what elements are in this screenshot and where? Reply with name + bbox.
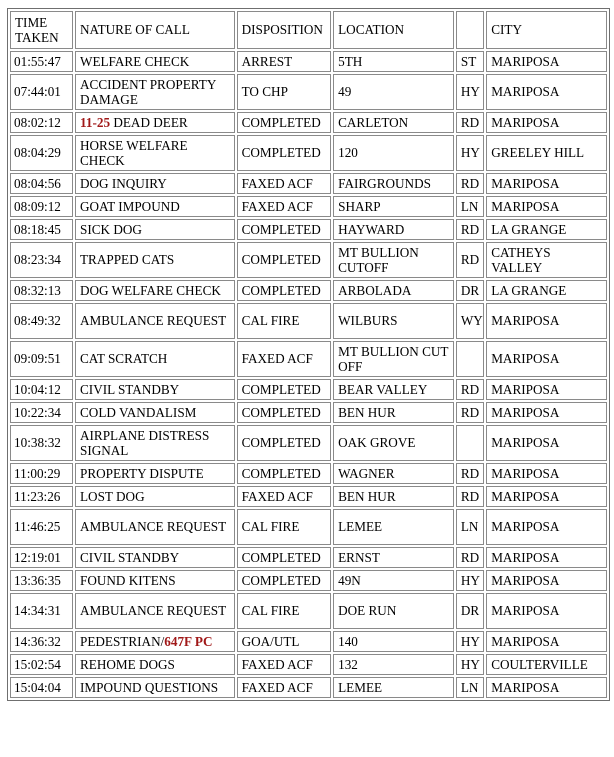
disposition-cell: COMPLETED bbox=[237, 242, 332, 278]
nature-text: HORSE WELFARE CHECK bbox=[80, 137, 191, 168]
time-cell: 08:04:56 bbox=[10, 173, 73, 194]
nature-text: IMPOUND QUESTIONS bbox=[80, 679, 219, 695]
city-cell: MARIPOSA bbox=[486, 112, 607, 133]
city-cell: MARIPOSA bbox=[486, 196, 607, 217]
table-row bbox=[10, 425, 607, 461]
city-cell: GREELEY HILL bbox=[486, 135, 607, 171]
table-row bbox=[10, 196, 607, 217]
disposition-cell: COMPLETED bbox=[237, 280, 332, 301]
location-cell: FAIRGROUNDS bbox=[333, 173, 454, 194]
street-suffix-cell: LN bbox=[456, 677, 484, 698]
location-cell: LEMEE bbox=[333, 509, 454, 545]
nature-cell bbox=[75, 654, 235, 675]
street-suffix-cell: RD bbox=[456, 173, 484, 194]
header-row bbox=[10, 11, 607, 49]
time-cell: 14:34:31 bbox=[10, 593, 73, 629]
time-cell: 08:23:34 bbox=[10, 242, 73, 278]
nature-cell bbox=[75, 51, 235, 72]
table-row bbox=[10, 570, 607, 591]
nature-cell bbox=[75, 402, 235, 423]
disposition-cell: COMPLETED bbox=[237, 135, 332, 171]
location-cell: MT BULLION CUTOFF bbox=[333, 242, 454, 278]
street-suffix-cell: LN bbox=[456, 196, 484, 217]
location-cell: 49 bbox=[333, 74, 454, 110]
street-suffix-cell: RD bbox=[456, 486, 484, 507]
location-cell: HAYWARD bbox=[333, 219, 454, 240]
disposition-cell: COMPLETED bbox=[237, 379, 332, 400]
header-suffix bbox=[456, 11, 484, 49]
location-cell: 140 bbox=[333, 631, 454, 652]
city-cell: MARIPOSA bbox=[486, 425, 607, 461]
street-suffix-cell: HY bbox=[456, 654, 484, 675]
nature-text: DOG WELFARE CHECK bbox=[80, 282, 221, 298]
nature-cell bbox=[75, 486, 235, 507]
street-suffix-cell: RD bbox=[456, 547, 484, 568]
street-suffix-cell: DR bbox=[456, 593, 484, 629]
nature-text: AIRPLANE DISTRESS SIGNAL bbox=[80, 427, 213, 458]
time-cell: 15:02:54 bbox=[10, 654, 73, 675]
disposition-cell: FAXED ACF bbox=[237, 196, 332, 217]
disposition-cell: COMPLETED bbox=[237, 425, 332, 461]
table-row bbox=[10, 112, 607, 133]
nature-text: ACCIDENT PROPERTY DAMAGE bbox=[80, 76, 220, 107]
time-cell: 13:36:35 bbox=[10, 570, 73, 591]
nature-text: DOG INQUIRY bbox=[80, 175, 167, 191]
nature-text: CIVIL STANDBY bbox=[80, 381, 180, 397]
header-disposition: DISPOSITION bbox=[237, 11, 332, 49]
table-row bbox=[10, 219, 607, 240]
nature-text: SICK DOG bbox=[80, 221, 142, 237]
nature-text: CAT SCRATCH bbox=[80, 351, 168, 367]
street-suffix-cell: RD bbox=[456, 242, 484, 278]
header-location: LOCATION bbox=[333, 11, 454, 49]
nature-text: DEAD DEER bbox=[110, 114, 188, 130]
nature-code: 647F PC bbox=[164, 633, 213, 649]
time-cell: 08:09:12 bbox=[10, 196, 73, 217]
location-cell: DOE RUN bbox=[333, 593, 454, 629]
location-cell: BEN HUR bbox=[333, 402, 454, 423]
time-cell: 10:38:32 bbox=[10, 425, 73, 461]
disposition-cell: COMPLETED bbox=[237, 463, 332, 484]
table-row bbox=[10, 51, 607, 72]
disposition-cell: FAXED ACF bbox=[237, 654, 332, 675]
street-suffix-cell: DR bbox=[456, 280, 484, 301]
location-cell: WAGNER bbox=[333, 463, 454, 484]
table-row bbox=[10, 303, 607, 339]
city-cell: CATHEYS VALLEY bbox=[486, 242, 607, 278]
location-cell: BEN HUR bbox=[333, 486, 454, 507]
city-cell: LA GRANGE bbox=[486, 219, 607, 240]
table-row bbox=[10, 654, 607, 675]
city-cell: MARIPOSA bbox=[486, 486, 607, 507]
street-suffix-cell bbox=[456, 425, 484, 461]
table-row bbox=[10, 486, 607, 507]
time-cell: 15:04:04 bbox=[10, 677, 73, 698]
nature-cell bbox=[75, 196, 235, 217]
nature-cell bbox=[75, 341, 235, 377]
street-suffix-cell: RD bbox=[456, 402, 484, 423]
location-cell: SHARP bbox=[333, 196, 454, 217]
city-cell: COULTERVILLE bbox=[486, 654, 607, 675]
time-cell: 01:55:47 bbox=[10, 51, 73, 72]
nature-text: COLD VANDALISM bbox=[80, 404, 197, 420]
city-cell: MARIPOSA bbox=[486, 463, 607, 484]
disposition-cell: CAL FIRE bbox=[237, 509, 332, 545]
nature-cell bbox=[75, 570, 235, 591]
time-cell: 12:19:01 bbox=[10, 547, 73, 568]
time-cell: 08:02:12 bbox=[10, 112, 73, 133]
nature-cell bbox=[75, 112, 235, 133]
disposition-cell: FAXED ACF bbox=[237, 173, 332, 194]
nature-cell bbox=[75, 173, 235, 194]
nature-cell bbox=[75, 379, 235, 400]
time-cell: 11:23:26 bbox=[10, 486, 73, 507]
location-cell: 132 bbox=[333, 654, 454, 675]
nature-text: WELFARE CHECK bbox=[80, 53, 190, 69]
nature-cell bbox=[75, 509, 235, 545]
location-cell: LEMEE bbox=[333, 677, 454, 698]
street-suffix-cell: WY bbox=[456, 303, 484, 339]
disposition-cell: COMPLETED bbox=[237, 547, 332, 568]
city-cell: MARIPOSA bbox=[486, 173, 607, 194]
nature-text: AMBULANCE REQUEST bbox=[80, 603, 227, 619]
time-cell: 14:36:32 bbox=[10, 631, 73, 652]
table-row bbox=[10, 74, 607, 110]
city-cell: LA GRANGE bbox=[486, 280, 607, 301]
time-cell: 08:18:45 bbox=[10, 219, 73, 240]
time-cell: 08:32:13 bbox=[10, 280, 73, 301]
city-cell: MARIPOSA bbox=[486, 51, 607, 72]
street-suffix-cell: RD bbox=[456, 379, 484, 400]
nature-text: AMBULANCE REQUEST bbox=[80, 519, 227, 535]
disposition-cell: FAXED ACF bbox=[237, 486, 332, 507]
disposition-cell: FAXED ACF bbox=[237, 341, 332, 377]
disposition-cell: TO CHP bbox=[237, 74, 332, 110]
nature-code: 11-25 bbox=[80, 114, 111, 130]
city-cell: MARIPOSA bbox=[486, 379, 607, 400]
nature-cell bbox=[75, 463, 235, 484]
disposition-cell: COMPLETED bbox=[237, 112, 332, 133]
header-nature: NATURE OF CALL bbox=[75, 11, 235, 49]
location-cell: BEAR VALLEY bbox=[333, 379, 454, 400]
disposition-cell: FAXED ACF bbox=[237, 677, 332, 698]
location-cell: WILBURS bbox=[333, 303, 454, 339]
nature-cell bbox=[75, 631, 235, 652]
disposition-cell: COMPLETED bbox=[237, 402, 332, 423]
time-cell: 11:46:25 bbox=[10, 509, 73, 545]
time-cell: 10:22:34 bbox=[10, 402, 73, 423]
location-cell: ERNST bbox=[333, 547, 454, 568]
location-cell: ARBOLADA bbox=[333, 280, 454, 301]
table-row bbox=[10, 631, 607, 652]
table-row bbox=[10, 379, 607, 400]
time-cell: 08:49:32 bbox=[10, 303, 73, 339]
disposition-cell: ARREST bbox=[237, 51, 332, 72]
city-cell: MARIPOSA bbox=[486, 341, 607, 377]
city-cell: MARIPOSA bbox=[486, 631, 607, 652]
nature-cell bbox=[75, 242, 235, 278]
nature-cell bbox=[75, 303, 235, 339]
time-cell: 10:04:12 bbox=[10, 379, 73, 400]
nature-cell bbox=[75, 547, 235, 568]
nature-text: TRAPPED CATS bbox=[80, 252, 175, 268]
table-row bbox=[10, 402, 607, 423]
street-suffix-cell: RD bbox=[456, 219, 484, 240]
location-cell: CARLETON bbox=[333, 112, 454, 133]
time-cell: 09:09:51 bbox=[10, 341, 73, 377]
nature-cell bbox=[75, 280, 235, 301]
nature-cell bbox=[75, 135, 235, 171]
city-cell: MARIPOSA bbox=[486, 677, 607, 698]
street-suffix-cell: HY bbox=[456, 570, 484, 591]
time-cell: 11:00:29 bbox=[10, 463, 73, 484]
nature-text: REHOME DOGS bbox=[80, 656, 175, 672]
location-cell: 5TH bbox=[333, 51, 454, 72]
street-suffix-cell: LN bbox=[456, 509, 484, 545]
street-suffix-cell: RD bbox=[456, 463, 484, 484]
nature-cell bbox=[75, 219, 235, 240]
call-log-table bbox=[7, 8, 610, 701]
header-city: CITY bbox=[486, 11, 607, 49]
street-suffix-cell: ST bbox=[456, 51, 484, 72]
disposition-cell: CAL FIRE bbox=[237, 303, 332, 339]
call-log-body bbox=[10, 51, 607, 698]
nature-cell bbox=[75, 74, 235, 110]
nature-cell bbox=[75, 425, 235, 461]
nature-text: PROPERTY DISPUTE bbox=[80, 465, 204, 481]
time-cell: 08:04:29 bbox=[10, 135, 73, 171]
city-cell: MARIPOSA bbox=[486, 303, 607, 339]
disposition-cell: COMPLETED bbox=[237, 570, 332, 591]
street-suffix-cell: HY bbox=[456, 74, 484, 110]
table-row bbox=[10, 135, 607, 171]
city-cell: MARIPOSA bbox=[486, 547, 607, 568]
header-time: TIME TAKEN bbox=[10, 11, 73, 49]
table-row bbox=[10, 173, 607, 194]
table-row bbox=[10, 341, 607, 377]
city-cell: MARIPOSA bbox=[486, 402, 607, 423]
nature-text: AMBULANCE REQUEST bbox=[80, 313, 227, 329]
city-cell: MARIPOSA bbox=[486, 509, 607, 545]
table-row bbox=[10, 242, 607, 278]
nature-prefix: PEDESTRIAN/ bbox=[80, 633, 165, 649]
table-row bbox=[10, 463, 607, 484]
location-cell: MT BULLION CUT OFF bbox=[333, 341, 454, 377]
street-suffix-cell: HY bbox=[456, 135, 484, 171]
table-row bbox=[10, 509, 607, 545]
table-row bbox=[10, 280, 607, 301]
street-suffix-cell: HY bbox=[456, 631, 484, 652]
city-cell: MARIPOSA bbox=[486, 593, 607, 629]
nature-text: GOAT IMPOUND bbox=[80, 198, 180, 214]
city-cell: MARIPOSA bbox=[486, 570, 607, 591]
street-suffix-cell: RD bbox=[456, 112, 484, 133]
location-cell: OAK GROVE bbox=[333, 425, 454, 461]
street-suffix-cell bbox=[456, 341, 484, 377]
nature-text: CIVIL STANDBY bbox=[80, 549, 180, 565]
table-row bbox=[10, 547, 607, 568]
table-row bbox=[10, 593, 607, 629]
nature-cell bbox=[75, 593, 235, 629]
location-cell: 120 bbox=[333, 135, 454, 171]
location-cell: 49N bbox=[333, 570, 454, 591]
time-cell: 07:44:01 bbox=[10, 74, 73, 110]
disposition-cell: CAL FIRE bbox=[237, 593, 332, 629]
table-row bbox=[10, 677, 607, 698]
city-cell: MARIPOSA bbox=[486, 74, 607, 110]
disposition-cell: COMPLETED bbox=[237, 219, 332, 240]
disposition-cell: GOA/UTL bbox=[237, 631, 332, 652]
nature-cell bbox=[75, 677, 235, 698]
nature-text: FOUND KITENS bbox=[80, 572, 176, 588]
nature-text: LOST DOG bbox=[80, 488, 145, 504]
